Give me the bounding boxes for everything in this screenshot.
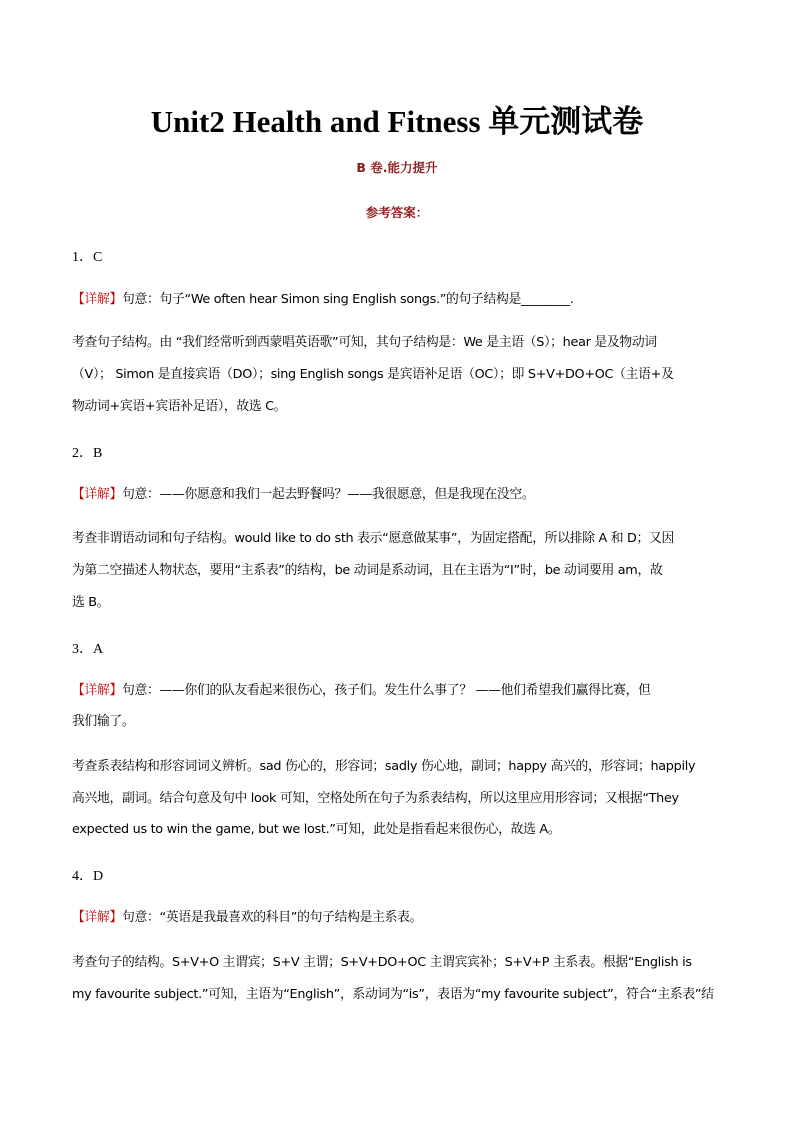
detail-line: 我们输了。 (72, 714, 135, 729)
detail-line (72, 682, 724, 700)
detail-line (72, 486, 724, 504)
analysis-line: 考查句子的结构。S+V+O 主谓宾；S+V 主谓；S+V+DO+OC 主谓宾宾补；S+V+P 主系表。根据“English is (72, 955, 692, 970)
detail-tag: 【详解】 (72, 683, 122, 698)
detail-tag: 【详解】 (72, 292, 122, 307)
detail-tag: 【详解】 (72, 910, 122, 925)
detail-text: 句意：——你愿意和我们一起去野餐吗？——我很愿意，但是我现在没空。 (122, 487, 535, 502)
answers-heading: 参考答案： (365, 205, 429, 220)
analysis-line: expected us to win the game, but we lost.”可知，此处是指看起来很伤心，故选 A。 (72, 822, 561, 837)
detail-text: 句意：——你们的队友看起来很伤心，孩子们。发生什么事了？ ——他们希望我们赢得比赛，但 (122, 683, 651, 698)
section-subtitle: B 卷.能力提升 (356, 160, 438, 175)
detail-line (72, 291, 724, 309)
detail-line (72, 909, 724, 927)
analysis-line: （V）； Simon 是直接宾语（DO）；sing English songs 是宾语补足语（OC）；即 S+V+DO+OC（主语+及 (72, 367, 674, 382)
analysis-line: 高兴地，副词。结合句意及句中 look 可知，空格处所在句子为系表结构，所以这里应用形容词；又根据“They (72, 791, 679, 806)
analysis-line: 考查句子结构。由 “我们经常听到西蒙唱英语歌”可知，其句子结构是：We 是主语（S）；hear 是及物动词 (72, 335, 657, 350)
analysis-line: 为第二空描述人物状态，要用“主系表”的结构，be 动词是系动词，且在主语为“I”时，be 动词要用 am，故 (72, 563, 663, 578)
analysis-line: 物动词+宾语+宾语补足语），故选 C。 (72, 399, 287, 414)
analysis-line: 选 B。 (72, 595, 110, 610)
detail-text: 句意：“英语是我最喜欢的科目”的句子结构是主系表。 (122, 910, 423, 925)
page-title: Unit2 Health and Fitness 单元测试卷 (150, 104, 644, 139)
analysis-line: 考查系表结构和形容词词义辨析。sad 伤心的，形容词；sadly 伤心地，副词；happy 高兴的，形容词；happily (72, 759, 696, 774)
detail-tag: 【详解】 (72, 487, 122, 502)
answer-number: 1．C (72, 250, 103, 265)
answer-number: 3．A (72, 642, 104, 657)
analysis-line: my favourite subject.”可知，主语为“English”，系动词为“is”，表语为“my favourite subject”，符合“主系表”结 (72, 987, 714, 1002)
analysis-line: 考查非谓语动词和句子结构。would like to do sth 表示“愿意做某事”，为固定搭配，所以排除 A 和 D；又因 (72, 531, 675, 546)
answer-number: 2．B (72, 446, 103, 461)
detail-text: 句意：句子“We often hear Simon sing English songs.”的句子结构是________. (122, 292, 574, 307)
answer-number: 4．D (72, 869, 104, 884)
